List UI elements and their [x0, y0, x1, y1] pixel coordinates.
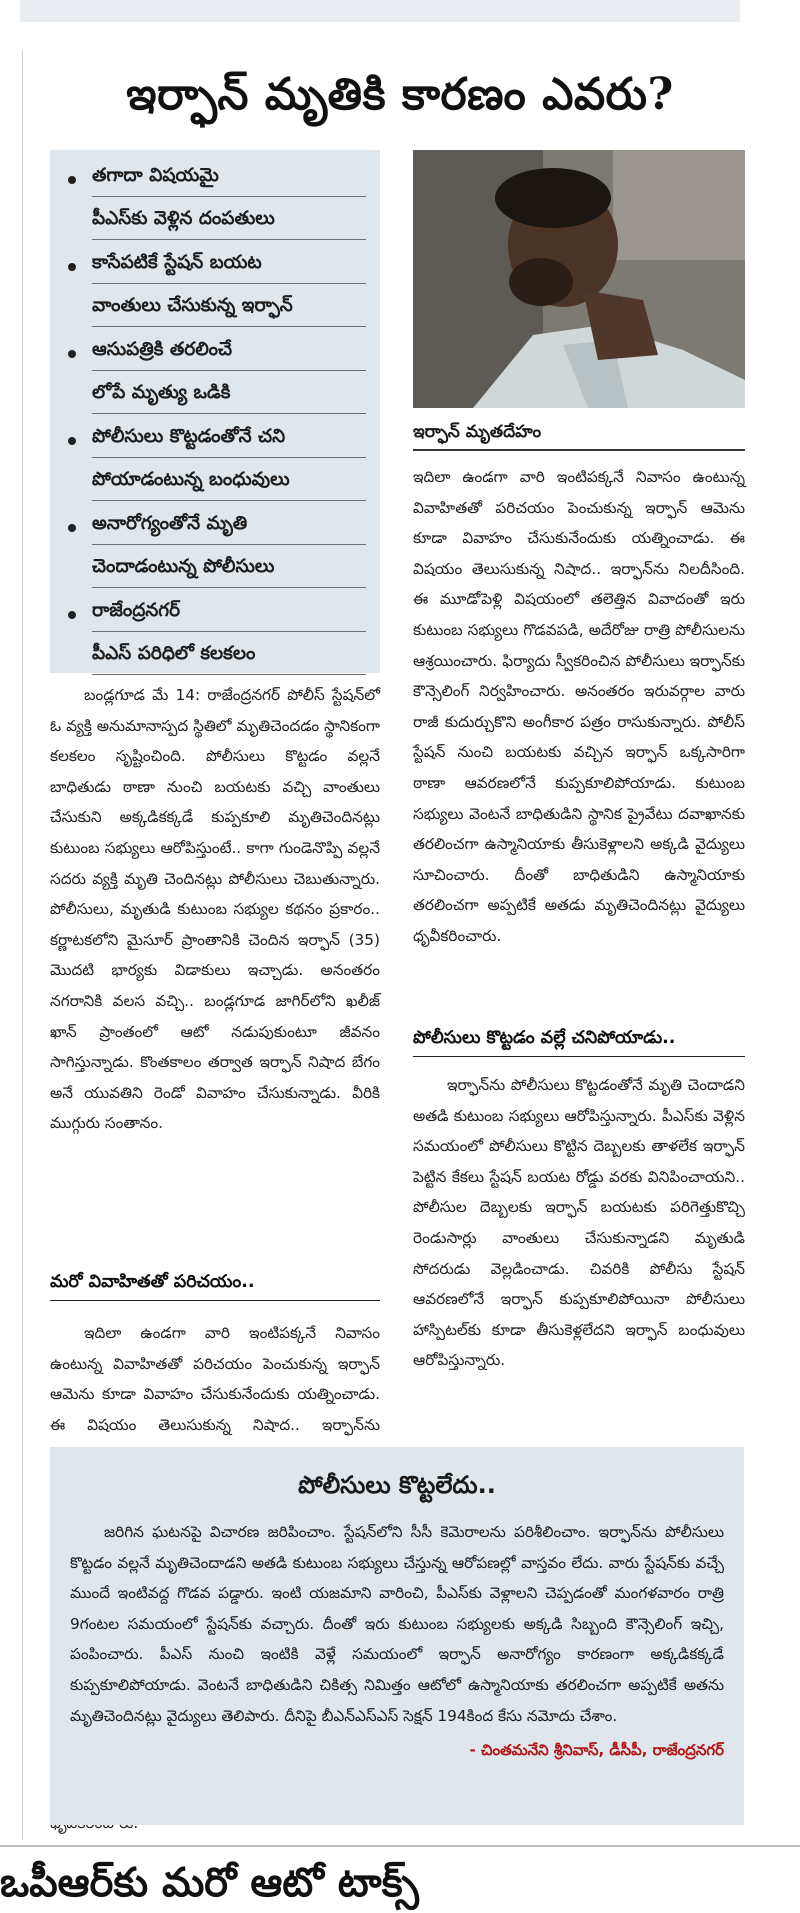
bullet-icon: [68, 350, 76, 358]
next-story-headline-partial: ఒపీఆర్‌కు మరో ఆటో టాక్స్: [0, 1860, 419, 1906]
highlight-item: [62, 330, 366, 417]
inset-signature: - చింతమనేని శ్రీనివాస్, డీసీపీ, రాజేంద్రనగర్: [469, 1741, 724, 1760]
highlight-line: కాసేపటికే స్టేషన్ బయట: [92, 243, 366, 284]
headline: ఇర్ఫాన్ మృతికి కారణం ఎవరు?: [126, 69, 674, 120]
highlight-item: [62, 243, 366, 330]
highlight-line: రాజేంద్రనగర్: [92, 591, 366, 632]
highlight-line: పీఎస్ పరిధిలో కలకలం: [92, 634, 366, 675]
paragraph-another-marriage: ఇదిలా ఉండగా వారి ఇంటిపక్కనే నివాసం ఉంటున్న వివాహితతో పరిచయం పెంచుకున్న ఇర్ఫాన్ ఆమెను కూడా వివాహం చేసుకునేందుకు యత్నించాడు. ఈ విషయం తెలుసుకున్న నిషాద.. ఇర్ఫాన్‌ను: [50, 1324, 380, 1434]
highlight-line: అనారోగ్యంతోనే మృతి: [92, 504, 366, 545]
paragraph-family-allegation: ఇర్ఫాన్‌ను పోలీసులు కొట్టడంతోనే మృతి చెందాడని అతడి కుటుంబ సభ్యులు ఆరోపిస్తున్నారు. పీఎస్‌కు వెళ్లిన సమయంలో పోలీసులు కొట్టిన దెబ్బలకు తాళలేక ఇర్ఫాన్ పెట్టిన కేకలు స్టేషన్ బయట రోడ్డు వరకు వినిపించాయని.. పోలీసుల దెబ్బలకు ఇర్ఫాన్ బయటకు పరిగెత్తుకొచ్చి రెండుసార్లు వాంతులు చేసుకున్నాడని మృతుడి సోదరుడు వెల్లడించాడు. చివరికి పోలీసు స్టేషన్ ఆవరణలోనే ఇర్ఫాన్ కుప్పకూలిపోయినా పోలీసులు హాస్పిటల్‌కు కూడా తీసుకెళ్లలేదని ఇర్ఫాన్ బంధువులు ఆరోపిస్తున్నారు.: [413, 1076, 745, 1370]
highlight-line: తగాదా విషయమై: [92, 156, 366, 197]
highlight-line: వాంతులు చేసుకున్న ఇర్ఫాన్: [92, 286, 366, 327]
highlight-line: లోపే మృత్యు ఒడికి: [92, 373, 366, 414]
highlight-item: [62, 504, 366, 591]
bullet-icon: [68, 437, 76, 445]
highlight-line: పోలీసులు కొట్టడంతోనే చని: [92, 417, 366, 458]
inset-body: జరిగిన ఘటనపై విచారణ జరిపించాం. స్టేషన్‌లోని సీసీ కెమెరాలను పరిశీలించాం. ఇర్ఫాన్‌ను పోలీసులు కొట్టడం వల్లనే మృతిచెందాడని అతడి కుటుంబ సభ్యులు చేస్తున్న ఆరోపణల్లో వాస్తవం లేదు. వారు స్టేషన్‌కు వచ్చే ముందే ఇంటివద్ద గొడవ పడ్డారు. ఇంటి యజమాని వారించి, పీఎస్‌కు వెళ్లాలని చెప్పడంతో మంగళవారం రాత్రి 9గంటల సమయంలో స్టేషన్‌కు వచ్చారు. దీంతో ఇరు కుటుంబ సభ్యులకు అక్కడి సిబ్బంది కౌన్సెలింగ్ ఇచ్చి, పంపించారు. పీఎస్ నుంచి ఇంటికి వెళ్లే సమయంలో ఇర్ఫాన్ అనారోగ్యం కారణంగా అక్కడికక్కడే కుప్పకూలిపోయాడు. వెంటనే బాధితుడిని చికిత్స నిమిత్తం ఆటోలో ఉస్మానియాకు తరలించగా అప్పటికే అతను మృతిచెందినట్లు వైద్యులు తెలిపారు. దీనిపై బీఎన్ఎస్ఎస్ సెక్షన్ 194కింద కేసు నమోదు చేశాం.: [70, 1523, 724, 1725]
paragraph-continued: ఇదిలా ఉండగా వారి ఇంటిపక్కనే నివాసం ఉంటున్న వివాహితతో పరిచయం పెంచుకున్న ఇర్ఫాన్ ఆమెను కూడా వివాహం చేసుకునేందుకు యత్నించాడు. ఈ విషయం తెలుసుకున్న నిషాద.. ఇర్ఫాన్‌ను నిలదీసింది. ఈ మూడోపెళ్లి విషయంలో తలెత్తిన వివాదంతో ఇరు కుటుంబ సభ్యులు గొడవపడి, అదేరోజు రాత్రి పోలీసులను ఆశ్రయించారు. ఫిర్యాదు స్వీకరించిన పోలీసులు ఇర్ఫాన్‌కు కౌన్సెలింగ్ నిర్వహించారు. అనంతరం ఇరువర్గాల వారు రాజీ కుదుర్చుకొని అంగీకార పత్రం రాసుకున్నారు. పోలీస్ స్టేషన్ నుంచి బయటకు వచ్చిన ఇర్ఫాన్ ఒక్కసారిగా ఠాణా ఆవరణలోనే కుప్పకూలిపోయాడు. కుటుంబ సభ్యులు వెంటనే బాధితుడిని స్థానిక ప్రైవేటు దవాఖానకు తరలించగా ఉస్మానియాకు తీసుకెళ్లాలని అక్కడి వైద్యులు సూచించారు. దీంతో బాధితుడిని ఉస్మానియాకు తరలించగా అప్పటికే అతడు మృతిచెందినట్లు వైద్యులు ధృవీకరించారు.: [413, 468, 745, 945]
person-photo-illustration: [413, 150, 745, 408]
subhead-police-beating: పోలీసులు కొట్టడం వల్లే చనిపోయాడు..: [413, 1020, 745, 1057]
highlight-item: [62, 156, 366, 243]
subhead-another-marriage: మరో వివాహితతో పరిచయం..: [50, 1264, 380, 1301]
lead-paragraph: బండ్లగూడ మే 14: రాజేంద్రనగర్ పోలీస్ స్టేషన్‌లో ఓ వ్యక్తి అనుమానాస్పద స్థితిలో మృతిచెందడం స్థానికంగా కలకలం సృష్టించింది. పోలీసులు కొట్టడం వల్లనే బాధితుడు ఠాణా నుంచి బయటకు వచ్చి వాంతులు చేసుకుని అక్కడికక్కడే కుప్పకూలి మృతిచెందినట్లు కుటుంబ సభ్యులు ఆరోపిస్తుంటే.. కాగా గుండెనొప్పి వల్లనే సదరు వ్యక్తి మృతి చెందినట్లు పోలీసులు చెబుతున్నారు. పోలీసులు, మృతుడి కుటుంబ సభ్యుల కథనం ప్రకారం.. కర్ణాటకలోని మైసూర్ ప్రాంతానికి చెందిన ఇర్ఫాన్ (35) మొదటి భార్యకు విడాకులు ఇచ్చాడు. అనంతరం నగరానికి వలస వచ్చి.. బండ్లగూడ జాగిర్‌లోని ఖలీజ్ ఖాన్ ప్రాంతంలో ఆటో నడుపుకుంటూ జీవనం సాగిస్తున్నాడు. కొంతకాలం తర్వాత ఇర్ఫాన్ నిషాద బేగం అనే యువతిని రెండో వివాహం చేసుకున్నాడు. వీరికి ముగ్గురు సంతానం.: [50, 686, 380, 1133]
highlight-line: పోయాడంటున్న బంధువులు: [92, 460, 366, 501]
highlights-box: [50, 150, 380, 673]
bullet-icon: [68, 611, 76, 619]
column-rule: [22, 50, 23, 1840]
bullet-icon: [68, 176, 76, 184]
police-statement-box: [50, 1447, 744, 1825]
highlight-item: [62, 417, 366, 504]
highlight-item: [62, 591, 366, 678]
photo-caption: ఇర్ఫాన్ మృతదేహం: [413, 413, 745, 451]
bullet-icon: [68, 263, 76, 271]
highlight-line: చెందాడంటున్న పోలీసులు: [92, 547, 366, 588]
highlight-line: ఆసుపత్రికి తరలించే: [92, 330, 366, 371]
previous-article-strip: [20, 0, 740, 22]
highlight-line: పీఎస్‌కు వెళ్లిన దంపతులు: [92, 199, 366, 240]
bottom-divider: [0, 1845, 800, 1847]
news-photo: [413, 150, 745, 408]
inset-title: పోలీసులు కొట్టలేదు..: [298, 1471, 496, 1499]
bullet-icon: [68, 524, 76, 532]
